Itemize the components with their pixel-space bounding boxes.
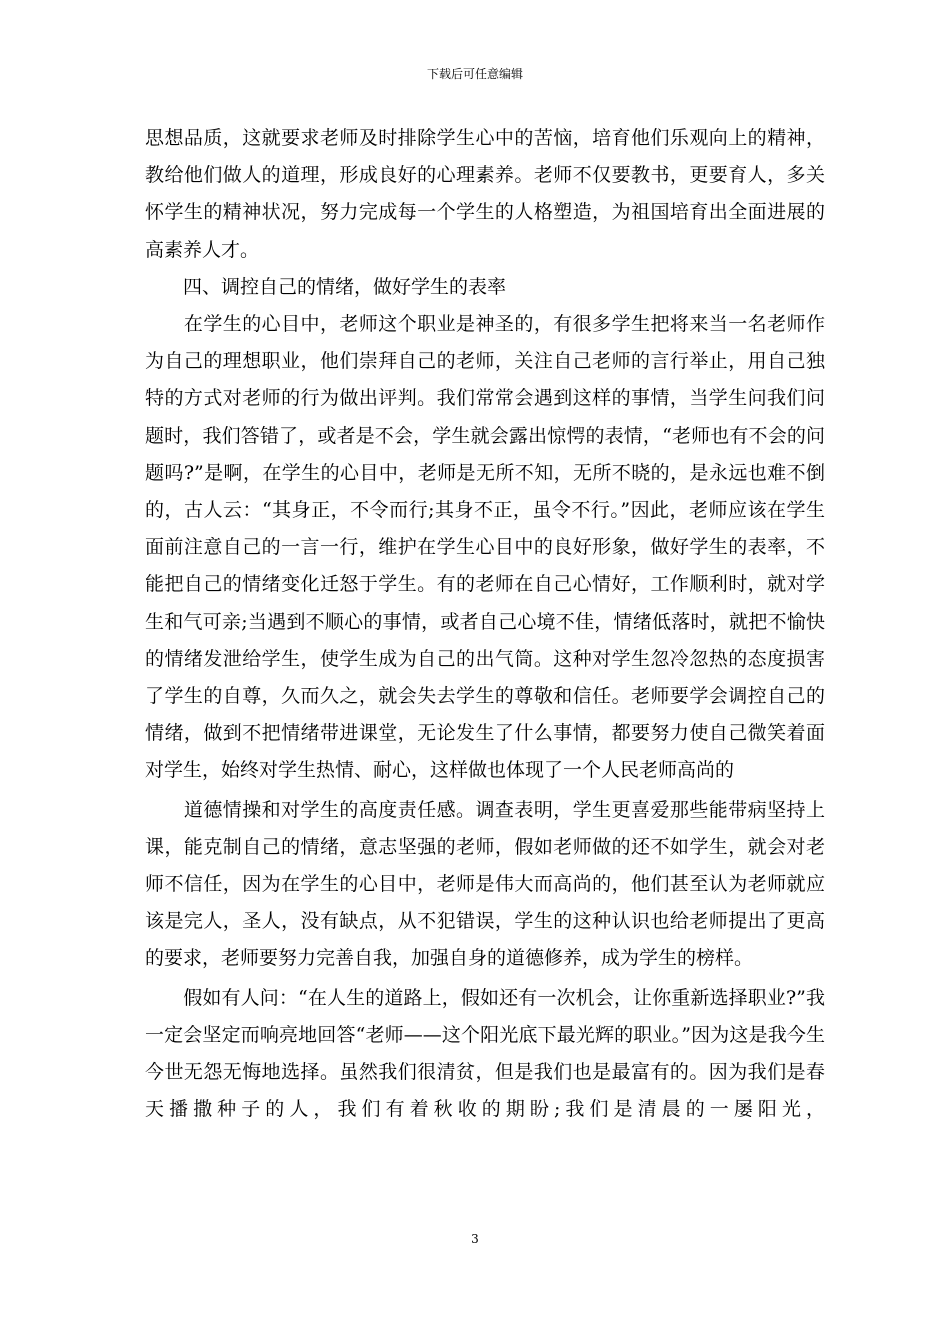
- page-number: 3: [471, 1232, 479, 1246]
- paragraph-teacher-image: 在学生的心目中，老师这个职业是神圣的，有很多学生把将来当一名老师作为自己的理想职业，他们崇拜自己的老师，关注自己老师的言行举止，用自己独特的方式对老师的行为做出评判。我们常常会遇到这样的事情，当学生问我们问题时，我们答错了，或者是不会，学生就会露出惊愕的表情，“老师也有不会的问题吗?”是啊，在学生的心目中，老师是无所不知，无所不晓的，是永远也难不倒的，古人云：“其身正，不令而行;其身不正，虽令不行。”因此，老师应该在学生面前注意自己的一言一行，维护在学生心目中的良好形象，做好学生的表率，不能把自己的情绪变化迁怒于学生。有的老师在自己心情好，工作顺利时，就对学生和气可亲;当遇到不顺心的事情，或者自己心境不佳，情绪低落时，就把不愉快的情绪发泄给学生，使学生成为自己的出气筒。这种对学生忽冷忽热的态度损害了学生的自尊，久而久之，就会失去学生的尊敬和信任。老师要学会调控自己的情绪，做到不把情绪带进课堂，无论发生了什么事情，都要努力使自己微笑着面对学生，始终对学生热情、耐心，这样做也体现了一个人民老师高尚的: [145, 313, 825, 782]
- document-body: [145, 120, 825, 1128]
- section-heading-4: 四、调控自己的情绪，做好学生的表率: [145, 275, 507, 298]
- paragraph-moral-sentiment: 道德情操和对学生的高度责任感。调查表明，学生更喜爱那些能带病坚持上课，能克制自己的情绪，意志坚强的老师，假如老师做的还不如学生，就会对老师不信任，因为在学生的心目中，老师是伟大而高尚的，他们甚至认为老师就应该是完人，圣人，没有缺点，从不犯错误，学生的这种认识也给老师提出了更高的要求，老师要努力完善自我，加强自身的道德修养，成为学生的榜样。: [145, 798, 825, 970]
- paragraph-intro: 思想品质，这就要求老师及时排除学生心中的苦恼，培育他们乐观向上的精神，教给他们做人的道理，形成良好的心理素养。老师不仅要教书，更要育人，多关怀学生的精神状况，努力完成每一个学生的人格塑造，为祖国培育出全面进展的高素养人才。: [145, 127, 825, 261]
- page-header: 下载后可任意编辑: [426, 67, 523, 81]
- paragraph-career-choice: 假如有人问：“在人生的道路上，假如还有一次机会，让你重新选择职业?”我一定会坚定而响亮地回答“老师——这个阳光底下最光辉的职业。”因为这是我今生今世无怨无悔地选择。虽然我们很清贫，但是我们也是最富有的。因为我们是春天播撒种子的人，我们有着秋收的期盼;我们是清晨的一屡阳光，: [145, 986, 825, 1121]
